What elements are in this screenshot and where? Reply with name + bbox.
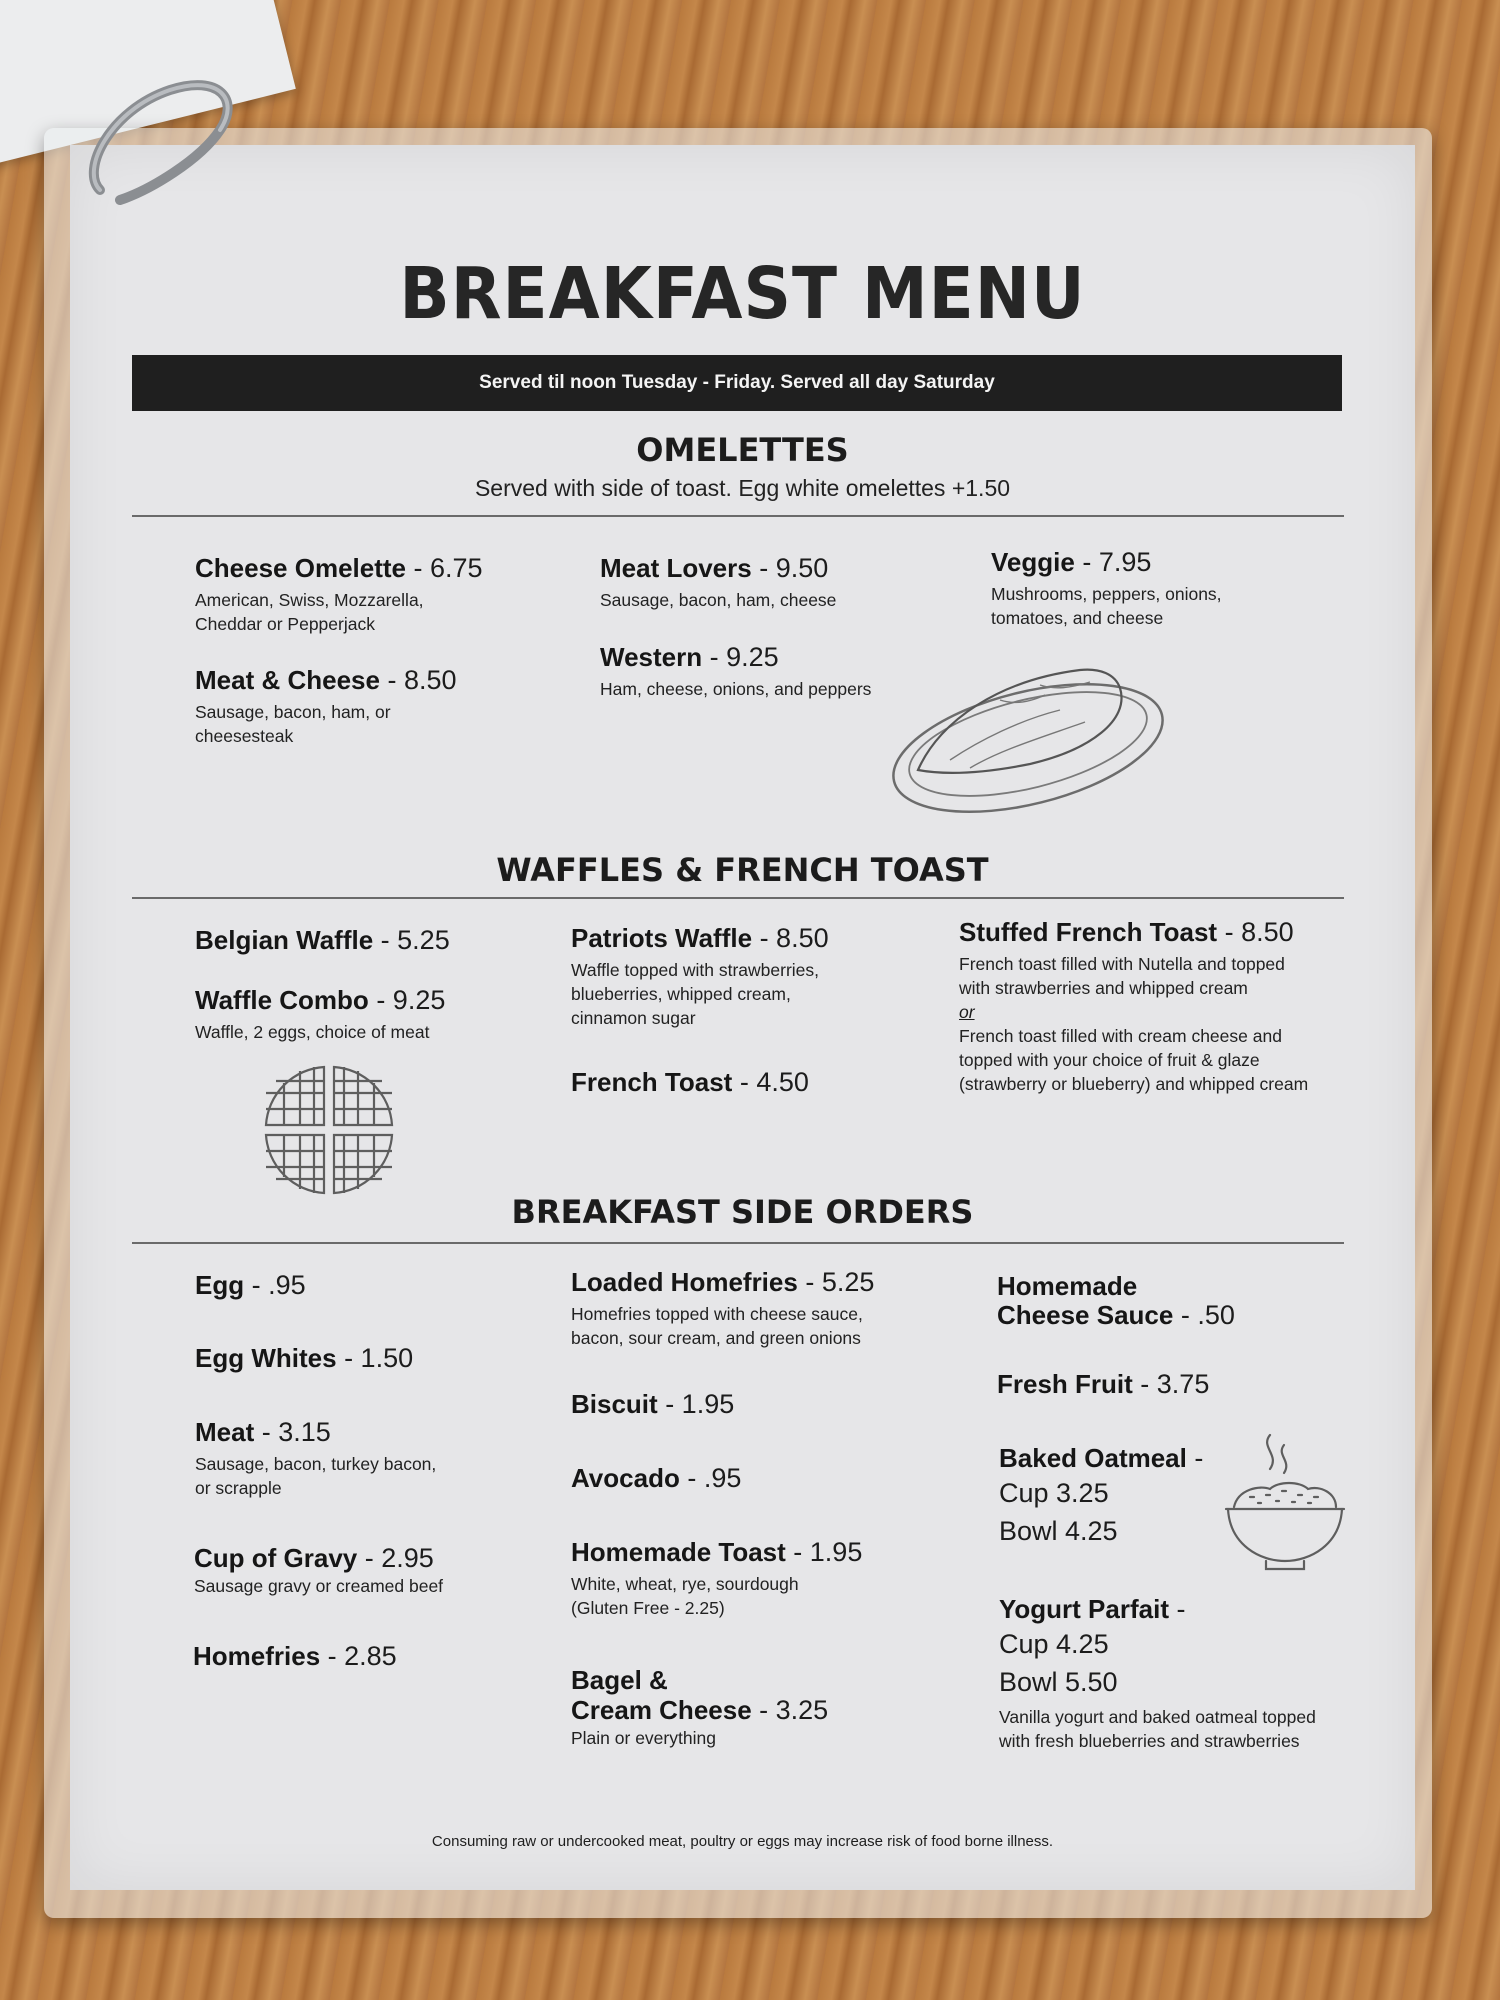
section-title-sides: BREAKFAST SIDE ORDERS — [511, 1193, 974, 1231]
item-price: - 1.95 — [657, 1389, 735, 1419]
item-name: Homefries — [193, 1641, 321, 1671]
menu-item-biscuit — [571, 1389, 734, 1420]
item-description: Vanilla yogurt and baked oatmeal topped with fresh blueberries and strawberries — [999, 1707, 1316, 1751]
or-separator: or — [959, 1002, 975, 1022]
section-title-omelettes: OMELETTES — [636, 431, 849, 469]
item-description: Mushrooms, peppers, onions, tomatoes, and cheese — [991, 584, 1222, 628]
divider — [132, 515, 1344, 517]
omelette-plate-icon — [890, 660, 1180, 820]
menu-item-veggie — [991, 547, 1222, 630]
item-description: Sausage, bacon, turkey bacon, or scrapple — [195, 1454, 437, 1498]
item-price: - — [1186, 1443, 1204, 1473]
item-price: - 9.25 — [702, 642, 779, 672]
item-price: - 9.25 — [368, 985, 446, 1015]
menu-item-patriots-waffle — [571, 923, 829, 1030]
menu-item-homemade-toast — [571, 1537, 862, 1620]
item-price: - 8.50 — [379, 665, 457, 695]
item-name: Avocado — [571, 1463, 680, 1493]
hours-banner: Served til noon Tuesday - Friday. Served all day Saturday — [132, 355, 1342, 411]
divider — [132, 1242, 1344, 1244]
menu-item-yogurt-parfait — [999, 1594, 1316, 1753]
item-name: Fresh Fruit — [997, 1369, 1133, 1399]
binder-ring-icon — [70, 40, 250, 230]
item-name: Egg — [195, 1270, 245, 1300]
item-bowl-price: Bowl 5.50 — [999, 1667, 1118, 1697]
item-name: French Toast — [571, 1067, 733, 1097]
item-name: Cream Cheese — [571, 1695, 752, 1725]
menu-item-waffle-combo — [195, 985, 445, 1044]
food-safety-disclaimer: Consuming raw or undercooked meat, poultry or eggs may increase risk of food borne illness. — [431, 1833, 1054, 1850]
menu-item-fresh-fruit — [997, 1369, 1209, 1400]
item-price: - 7.95 — [1074, 547, 1152, 577]
item-name: Baked Oatmeal — [999, 1443, 1187, 1473]
item-name: Loaded Homefries — [571, 1267, 798, 1297]
menu-item-meat — [195, 1417, 436, 1500]
omelettes-subtitle: Served with side of toast. Egg white omelettes +1.50 — [474, 475, 1011, 501]
menu-sheet — [70, 145, 1415, 1890]
item-description: Ham, cheese, onions, and peppers — [600, 679, 872, 699]
item-name: Homemade Toast — [571, 1537, 786, 1567]
item-name: Biscuit — [571, 1389, 658, 1419]
menu-item-homefries — [193, 1641, 397, 1672]
menu-item-meat-lovers — [600, 553, 836, 612]
menu-item-cheese-omelette — [195, 553, 483, 636]
item-name: Meat — [195, 1417, 255, 1447]
item-description: American, Swiss, Mozzarella, Cheddar or Pepperjack — [195, 590, 424, 634]
item-price: - 8.50 — [1217, 917, 1294, 947]
menu-item-bagel-cream-cheese — [571, 1665, 828, 1750]
item-price: - 3.15 — [254, 1417, 331, 1447]
item-name: Veggie — [991, 547, 1075, 577]
item-price: - .95 — [679, 1463, 742, 1493]
item-name-line1: Homemade — [997, 1271, 1138, 1301]
item-description: White, wheat, rye, sourdough (Gluten Free - 2.25) — [571, 1574, 799, 1618]
item-price: - 5.25 — [373, 925, 450, 955]
item-description: Waffle topped with strawberries, blueberries, whipped cream, cinnamon sugar — [571, 960, 820, 1028]
item-description: Homefries topped with cheese sauce, bacon, sour cream, and green onions — [571, 1304, 863, 1348]
menu-item-cup-of-gravy — [194, 1543, 443, 1598]
waffle-icon — [262, 1063, 396, 1197]
menu-item-western — [600, 642, 871, 701]
item-name: Patriots Waffle — [571, 923, 753, 953]
item-price: - 2.85 — [320, 1641, 397, 1671]
item-price: - .95 — [244, 1270, 306, 1300]
item-name: Cheese Sauce — [997, 1300, 1174, 1330]
item-bowl-price: Bowl 4.25 — [999, 1516, 1118, 1546]
item-price: - 1.50 — [336, 1343, 414, 1373]
menu-title: BREAKFAST MENU — [399, 251, 1086, 336]
item-price: - 1.95 — [785, 1537, 863, 1567]
menu-item-homemade-cheese-sauce — [997, 1272, 1235, 1331]
item-description-alt: French toast filled with cream cheese and topped with your choice of fruit & glaze (strawberry or blueberry) and whipped cream — [959, 1026, 1309, 1094]
menu-item-loaded-homefries — [571, 1267, 874, 1350]
item-description: Sausage, bacon, ham, cheese — [600, 590, 837, 610]
section-title-waffles: WAFFLES & FRENCH TOAST — [496, 851, 989, 889]
item-name: Cup of Gravy — [194, 1543, 358, 1573]
item-price: - 4.50 — [732, 1067, 809, 1097]
divider — [132, 897, 1344, 899]
item-price: - 2.95 — [357, 1543, 434, 1573]
menu-item-egg — [195, 1270, 306, 1301]
menu-item-stuffed-french-toast — [959, 917, 1308, 1096]
item-price: - 5.25 — [797, 1267, 875, 1297]
item-name: Egg Whites — [195, 1343, 337, 1373]
item-name: Meat Lovers — [600, 553, 752, 583]
item-cup-price: Cup 3.25 — [999, 1478, 1109, 1508]
item-price: - 9.50 — [751, 553, 829, 583]
menu-item-avocado — [571, 1463, 741, 1494]
item-description: French toast filled with Nutella and topped with strawberries and whipped cream — [959, 954, 1285, 998]
menu-item-baked-oatmeal — [999, 1443, 1203, 1550]
item-description: Sausage gravy or creamed beef — [194, 1576, 444, 1596]
item-name: Cheese Omelette — [195, 553, 406, 583]
item-description: Waffle, 2 eggs, choice of meat — [195, 1022, 430, 1042]
item-price: - 3.25 — [751, 1695, 829, 1725]
item-name: Waffle Combo — [195, 985, 369, 1015]
item-name: Meat & Cheese — [195, 665, 380, 695]
item-name: Belgian Waffle — [195, 925, 374, 955]
item-price: - 3.75 — [1132, 1369, 1210, 1399]
item-name: Yogurt Parfait — [999, 1594, 1169, 1624]
oatmeal-bowl-icon — [1220, 1425, 1350, 1585]
item-name: Western — [600, 642, 703, 672]
item-name-line1: Bagel & — [571, 1665, 668, 1695]
menu-item-french-toast — [571, 1067, 809, 1098]
item-cup-price: Cup 4.25 — [999, 1629, 1109, 1659]
item-description: Plain or everything — [571, 1728, 716, 1748]
item-name: Stuffed French Toast — [959, 917, 1218, 947]
item-price: - 8.50 — [752, 923, 829, 953]
menu-item-belgian-waffle — [195, 925, 450, 956]
item-price: - .50 — [1173, 1300, 1235, 1330]
menu-item-meat-cheese — [195, 665, 457, 748]
item-price: - 6.75 — [405, 553, 483, 583]
menu-item-egg-whites — [195, 1343, 413, 1374]
item-price: - — [1168, 1594, 1186, 1624]
item-description: Sausage, bacon, ham, or cheesesteak — [195, 702, 391, 746]
